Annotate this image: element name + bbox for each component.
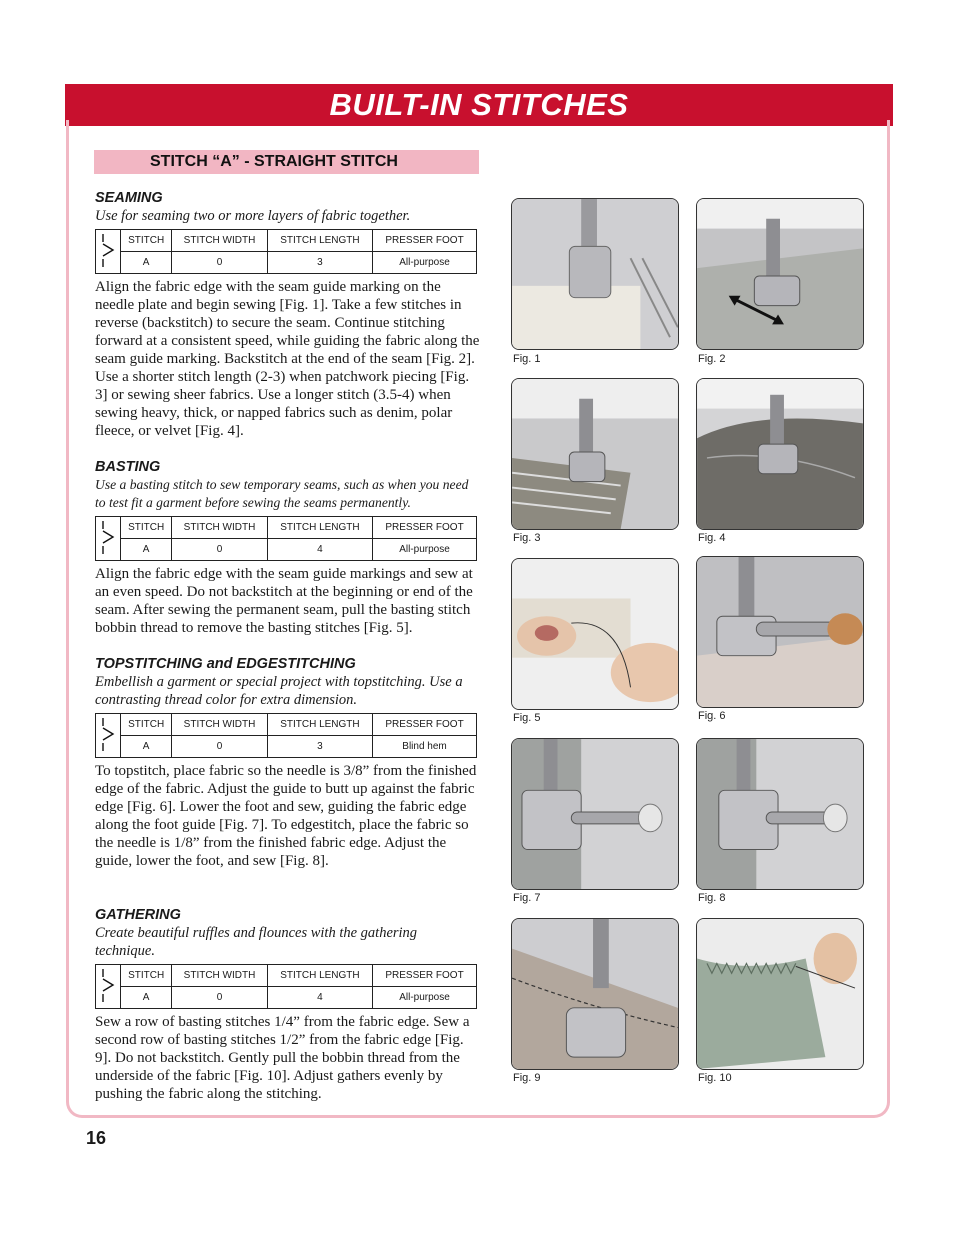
seaming-body: Align the fabric edge with the seam guide marking on the needle plate and begin sewing [Fig. 1]. Take a few stitches in reverse (backstitch) to secure the seam. Continue stitching forward at a consistent speed, while guiding the fabric along the seam guide marking. Backstitch at the end of the seam [Fig. 2]. Use a shorter stitch length (2-3) when patchwork piecing [Fig. 3] or sewing sheer fabrics. Use a longer stitch (3.5-4) when sewing heavy, thick, or napped fabrics such as denim, polar fleece, or velvet [Fig. 4]. (95, 279, 480, 439)
figure-7-caption: Fig. 7 (513, 892, 541, 904)
page-number: 16 (86, 1128, 107, 1148)
topstitching-table: STITCH STITCH WIDTH STITCH LENGTH PRESSER FOOT A 0 3 Blind hem (95, 713, 477, 758)
figure-2 (696, 198, 864, 350)
basting-desc: Use a basting stitch to sew temporary seams, such as when you need to test fit a garment before sewing the seams permanently. (95, 477, 469, 510)
header-stitch: STITCH (121, 230, 172, 252)
table-row: A 0 3 All-purpose (96, 252, 477, 274)
figure-6 (696, 556, 864, 708)
straight-stitch-icon (96, 230, 121, 274)
header-foot: PRESSER FOOT (373, 230, 477, 252)
header-width: STITCH WIDTH (172, 230, 268, 252)
straight-stitch-icon (96, 517, 121, 561)
straight-stitch-icon (96, 965, 121, 1009)
page-title: BUILT-IN STITCHES (329, 87, 629, 122)
figure-4 (696, 378, 864, 530)
gathering-body: Sew a row of basting stitches 1/4” from the fabric edge. Sew a second row of basting stitches 1/2” from the fabric edge [Fig. 9]. Do not backstitch. Gently pull the bobbin thread from the underside of the fabric [Fig. 10]. Adjust gathers evenly by pushing the fabric along the stitching. (95, 1014, 470, 1102)
figure-9-caption: Fig. 9 (513, 1072, 541, 1084)
topstitching-body: To topstitch, place fabric so the needle is 3/8” from the finished edge of the fabric. Adjust the guide to butt up against the fabric edge [Fig. 6]. Lower the foot and sew, guiding the fabric edge along the foot guide [Fig. 7]. To edgestitch, place the fabric so the needle is 1/8” from the finished fabric edge. Adjust the guide, lower the foot, and sew [Fig. 8]. (95, 763, 477, 869)
figure-6-caption: Fig. 6 (698, 710, 726, 722)
figure-8 (696, 738, 864, 890)
seaming-section (95, 189, 480, 440)
basting-table: STITCH STITCH WIDTH STITCH LENGTH PRESSER FOOT A 0 4 All-purpose (95, 516, 477, 561)
figure-8-caption: Fig. 8 (698, 892, 726, 904)
topstitching-section (95, 655, 480, 870)
table-row: A 0 3 Blind hem (96, 736, 477, 758)
figure-10 (696, 918, 864, 1070)
seaming-heading: SEAMING (95, 190, 163, 206)
basting-section (95, 458, 480, 637)
figure-5-caption: Fig. 5 (513, 712, 541, 724)
figure-9 (511, 918, 679, 1070)
topstitching-heading: TOPSTITCHING and EDGESTITCHING (95, 656, 356, 672)
figure-1-caption: Fig. 1 (513, 353, 541, 365)
figure-4-caption: Fig. 4 (698, 532, 726, 544)
figure-1 (511, 198, 679, 350)
gathering-heading: GATHERING (95, 907, 181, 923)
figure-5 (511, 558, 679, 710)
section-title: STITCH “A” - STRAIGHT STITCH (150, 153, 398, 170)
gathering-desc: Create beautiful ruffles and flounces with the gathering technique. (95, 925, 418, 959)
straight-stitch-icon (96, 714, 121, 758)
seaming-desc: Use for seaming two or more layers of fabric together. (95, 208, 411, 224)
seaming-table (95, 229, 477, 274)
header-length: STITCH LENGTH (267, 230, 372, 252)
figure-3-caption: Fig. 3 (513, 532, 541, 544)
basting-body: Align the fabric edge with the seam guide markings and sew at an even speed. Do not backstitch at the beginning or end of the seam. After sewing the permanent seam, pull the basting stitch bobbin thread to remove the basting stitches [Fig. 5]. (95, 566, 473, 636)
figure-7 (511, 738, 679, 890)
topstitching-desc: Embellish a garment or special project with topstitching. Use a contrasting thread color for extra dimension. (95, 674, 463, 708)
figure-2-caption: Fig. 2 (698, 353, 726, 365)
figure-3 (511, 378, 679, 530)
basting-heading: BASTING (95, 459, 161, 475)
table-row: A 0 4 All-purpose (96, 539, 477, 561)
table-row: A 0 4 All-purpose (96, 987, 477, 1009)
gathering-table: STITCH STITCH WIDTH STITCH LENGTH PRESSER FOOT A 0 4 All-purpose (95, 964, 477, 1009)
figure-10-caption: Fig. 10 (698, 1072, 732, 1084)
section-header (94, 150, 479, 174)
gathering-section (95, 906, 480, 1103)
